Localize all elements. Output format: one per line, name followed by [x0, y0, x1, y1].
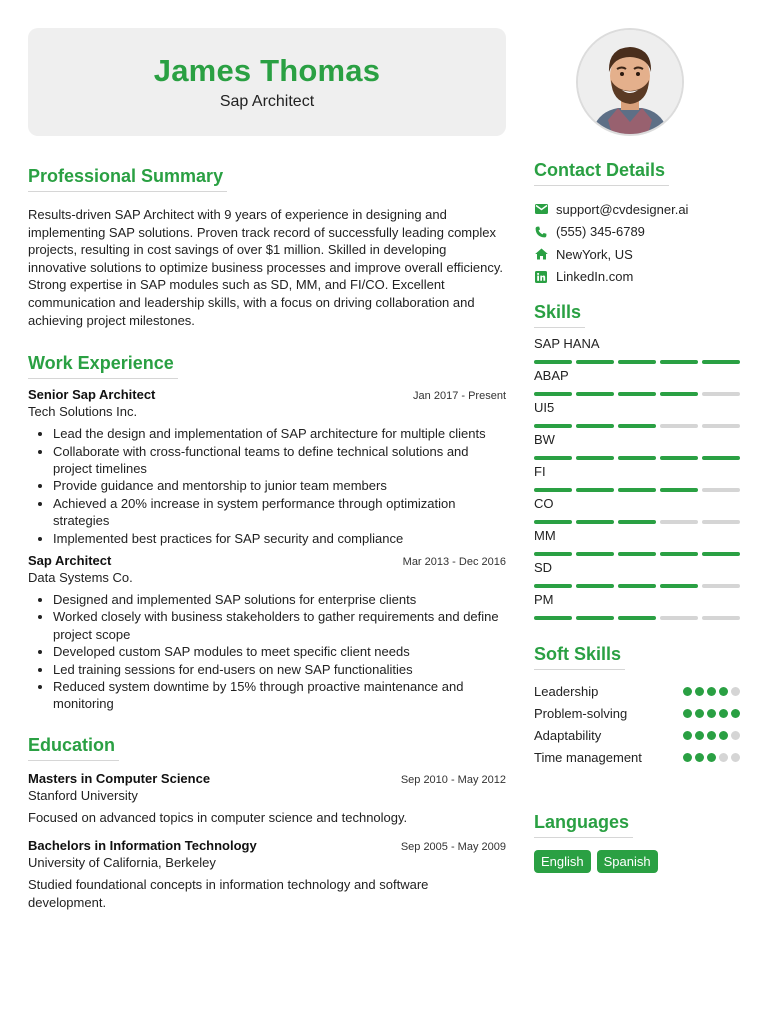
soft-skill-item	[534, 746, 740, 768]
school-name: Stanford University	[28, 787, 138, 803]
skill-level-segment	[660, 520, 698, 524]
job-company: Data Systems Co.	[28, 570, 133, 585]
skill-level-segment	[618, 584, 656, 588]
skill-level-segment	[702, 392, 740, 396]
skill-level-segment	[576, 424, 614, 428]
skill-level-segment	[702, 584, 740, 588]
soft-skill-rating	[683, 709, 740, 718]
skill-level-segment	[660, 552, 698, 556]
skill-name: ABAP	[534, 368, 569, 383]
skill-name: BW	[534, 432, 555, 447]
experience-heading: Work Experience	[28, 353, 178, 379]
soft-skill-item	[534, 724, 740, 746]
skill-level-segment	[618, 520, 656, 524]
soft-skill-rating	[683, 687, 740, 696]
rating-dot	[731, 709, 740, 718]
languages-heading: Languages	[534, 812, 633, 838]
contact-location	[534, 243, 740, 266]
skill-name: CO	[534, 496, 554, 511]
education-entry	[28, 838, 506, 911]
contact-section	[534, 160, 740, 288]
skill-level-bar	[534, 488, 740, 492]
skill-item	[534, 366, 740, 396]
job-role: Sap Architect	[28, 553, 112, 568]
skill-level-segment	[618, 392, 656, 396]
job-dates: Jan 2017 - Present	[413, 390, 506, 403]
home-icon	[534, 247, 548, 261]
summary-text: Results-driven SAP Architect with 9 years of experience in designing and implementing SAP solutions. Proven track record of successfully leading complex projects, resulting in cost savings of over $1 million. Skilled in developing innovative solutions to optimize business processes and improve overall efficiency. Strong expertise in SAP modules such as SD, MM, and FI/CO. Excellent communication and leadership skills, with a focus on driving collaboration and achieving project milestones.	[28, 207, 503, 328]
soft-skill-name: Problem-solving	[534, 705, 628, 721]
soft-skill-list	[534, 680, 740, 768]
contact-location-text: NewYork, US	[556, 246, 633, 262]
job-bullet: • Developed custom SAP modules to meet specific client needs	[53, 643, 506, 660]
skill-item	[534, 462, 740, 492]
skill-level-segment	[618, 456, 656, 460]
education-description: Studied foundational concepts in information technology and software development.	[28, 877, 429, 910]
email-icon	[534, 202, 548, 216]
candidate-name: James Thomas	[153, 53, 381, 88]
job-entry	[28, 553, 506, 713]
contact-email-text: support@cvdesigner.ai	[556, 201, 689, 217]
summary-heading: Professional Summary	[28, 166, 227, 192]
skill-name: MM	[534, 528, 556, 543]
skill-item	[534, 558, 740, 588]
education-dates: Sep 2010 - May 2012	[400, 773, 506, 786]
skill-level-segment	[534, 584, 572, 588]
skill-level-segment	[702, 616, 740, 620]
skill-level-bar	[534, 360, 740, 364]
rating-dot	[683, 709, 692, 718]
job-bullets	[28, 591, 506, 713]
skill-level-segment	[576, 392, 614, 396]
skill-level-bar	[534, 520, 740, 524]
profile-portrait	[578, 30, 682, 134]
soft-skill-item	[534, 680, 740, 702]
skill-level-segment	[702, 360, 740, 364]
skill-level-segment	[702, 520, 740, 524]
experience-section	[28, 353, 506, 713]
skill-item	[534, 430, 740, 460]
skill-level-segment	[576, 552, 614, 556]
skill-level-segment	[660, 360, 698, 364]
skill-level-segment	[534, 360, 572, 364]
soft-skill-name: Leadership	[534, 683, 599, 699]
skill-level-segment	[660, 488, 698, 492]
rating-dot	[719, 709, 728, 718]
skill-level-bar	[534, 616, 740, 620]
skill-level-segment	[534, 520, 572, 524]
phone-icon	[534, 225, 548, 239]
skill-level-segment	[576, 616, 614, 620]
contact-phone[interactable]	[534, 221, 740, 244]
skill-name: SAP HANA	[534, 336, 600, 351]
rating-dot	[695, 731, 704, 740]
job-bullet: • Worked closely with business stakeholders to gather requirements and define project scope	[53, 608, 506, 643]
soft-skill-name: Adaptability	[534, 727, 602, 743]
soft-skill-rating	[683, 731, 740, 740]
rating-dot	[707, 687, 716, 696]
soft-skills-heading: Soft Skills	[534, 644, 625, 670]
skill-level-segment	[618, 488, 656, 492]
profile-photo	[576, 28, 684, 136]
job-bullet: • Reduced system downtime by 15% through proactive maintenance and monitoring	[53, 678, 506, 713]
skill-level-bar	[534, 584, 740, 588]
skill-level-segment	[702, 456, 740, 460]
skill-list	[534, 334, 740, 620]
skill-level-segment	[618, 360, 656, 364]
education-heading: Education	[28, 735, 119, 761]
skill-level-segment	[618, 616, 656, 620]
rating-dot	[731, 731, 740, 740]
rating-dot	[707, 709, 716, 718]
contact-linkedin[interactable]	[534, 266, 740, 289]
rating-dot	[683, 753, 692, 762]
education-entry	[28, 771, 506, 826]
rating-dot	[695, 709, 704, 718]
soft-skills-section	[534, 644, 740, 768]
degree-name: Masters in Computer Science	[28, 770, 211, 786]
linkedin-icon	[534, 270, 548, 284]
skills-heading: Skills	[534, 302, 585, 328]
job-bullet: • Designed and implemented SAP solutions for enterprise clients	[53, 591, 506, 608]
sidebar-column	[534, 160, 740, 873]
skill-level-segment	[618, 424, 656, 428]
skill-level-bar	[534, 424, 740, 428]
rating-dot	[707, 753, 716, 762]
rating-dot	[719, 731, 728, 740]
skill-level-segment	[660, 424, 698, 428]
skill-level-segment	[576, 520, 614, 524]
rating-dot	[731, 753, 740, 762]
skill-level-segment	[534, 456, 572, 460]
rating-dot	[695, 687, 704, 696]
contact-linkedin-text: LinkedIn.com	[556, 269, 634, 285]
education-section	[28, 735, 506, 911]
skill-level-segment	[660, 456, 698, 460]
education-description: Focused on advanced topics in computer science and technology.	[28, 809, 408, 825]
language-list	[534, 850, 740, 873]
rating-dot	[719, 687, 728, 696]
skill-level-segment	[576, 456, 614, 460]
school-name: University of California, Berkeley	[28, 855, 216, 871]
skill-item	[534, 590, 740, 620]
soft-skill-item	[534, 702, 740, 724]
skill-level-segment	[534, 424, 572, 428]
skill-level-segment	[534, 392, 572, 396]
skill-level-segment	[660, 392, 698, 396]
soft-skill-name: Time management	[534, 749, 642, 765]
skill-level-bar	[534, 392, 740, 396]
contact-email[interactable]	[534, 198, 740, 221]
candidate-title: Sap Architect	[219, 93, 315, 110]
skill-level-segment	[618, 552, 656, 556]
soft-skill-rating	[683, 753, 740, 762]
main-column	[28, 166, 506, 911]
skill-level-segment	[576, 488, 614, 492]
job-bullet: • Lead the design and implementation of SAP architecture for multiple clients	[53, 425, 506, 442]
skill-item	[534, 494, 740, 524]
job-company: Tech Solutions Inc.	[28, 404, 138, 420]
skill-level-segment	[534, 488, 572, 492]
rating-dot	[719, 753, 728, 762]
job-bullet: • Led training sessions for end-users on new SAP functionalities	[53, 661, 506, 678]
skill-name: SD	[534, 560, 553, 575]
rating-dot	[731, 687, 740, 696]
degree-name: Bachelors in Information Technology	[28, 838, 257, 854]
rating-dot	[683, 687, 692, 696]
skill-level-segment	[534, 552, 572, 556]
skill-name: UI5	[534, 400, 555, 415]
language-tag: English	[534, 850, 591, 873]
skill-item	[534, 398, 740, 428]
skill-level-bar	[534, 456, 740, 460]
skill-level-segment	[702, 552, 740, 556]
skill-level-segment	[534, 616, 572, 620]
languages-section	[534, 812, 740, 873]
job-bullet: • Provide guidance and mentorship to junior team members	[53, 477, 506, 494]
job-role: Senior Sap Architect	[28, 387, 156, 403]
skill-item	[534, 526, 740, 556]
skill-item	[534, 334, 740, 364]
language-tag: Spanish	[597, 850, 658, 873]
skill-name: PM	[534, 592, 554, 607]
resume-header	[28, 28, 506, 136]
contact-heading: Contact Details	[534, 160, 669, 186]
rating-dot	[707, 731, 716, 740]
job-bullet: • Achieved a 20% increase in system performance through optimization strategies	[53, 495, 506, 530]
skill-level-segment	[576, 360, 614, 364]
job-entry	[28, 387, 506, 547]
contact-phone-text: (555) 345-6789	[556, 224, 645, 240]
skill-level-segment	[660, 616, 698, 620]
job-bullet: • Implemented best practices for SAP security and compliance	[53, 530, 506, 547]
skill-level-bar	[534, 552, 740, 556]
job-bullets	[28, 425, 506, 547]
job-dates: Mar 2013 - Dec 2016	[402, 556, 506, 568]
skill-name: FI	[534, 464, 546, 479]
skill-level-segment	[702, 488, 740, 492]
skills-section	[534, 302, 740, 620]
skill-level-segment	[702, 424, 740, 428]
job-bullet: • Collaborate with cross-functional teams to define technical solutions and project timelines	[53, 443, 506, 478]
summary-section	[28, 166, 506, 329]
skill-level-segment	[660, 584, 698, 588]
rating-dot	[695, 753, 704, 762]
skill-level-segment	[576, 584, 614, 588]
rating-dot	[683, 731, 692, 740]
education-dates: Sep 2005 - May 2009	[400, 841, 506, 854]
